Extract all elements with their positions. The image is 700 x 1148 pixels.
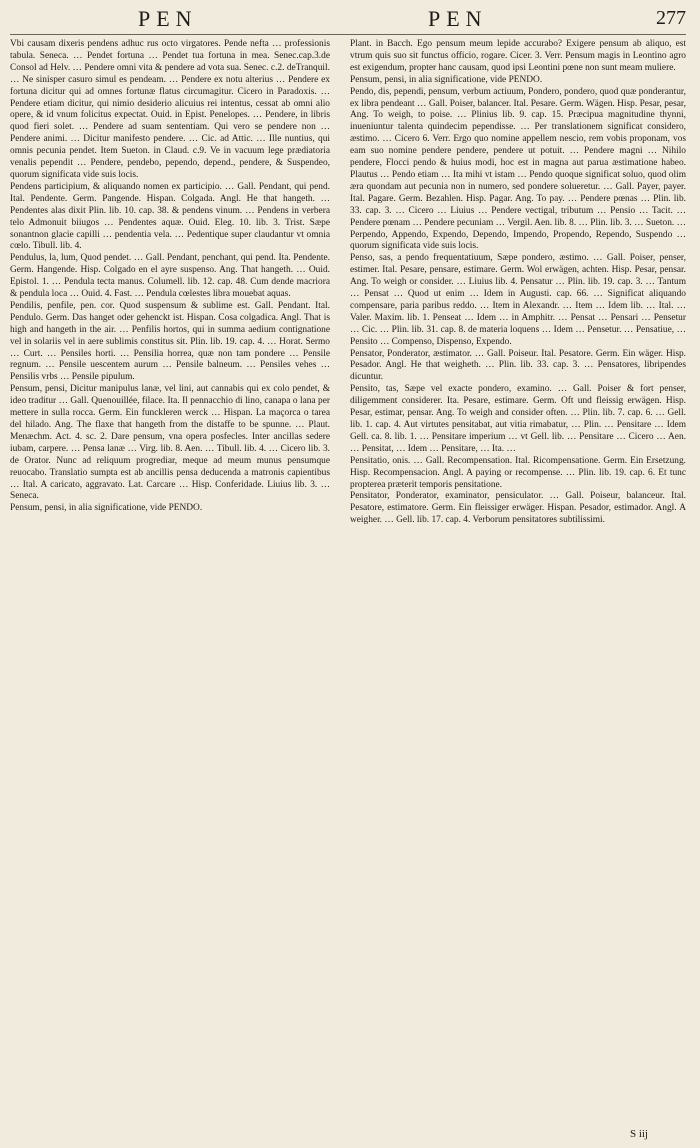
entry-pensum-ref: Pensum, pensi, in alia significatione, vide PENDO.	[10, 503, 203, 514]
entry-paragraph: Plant. in Bacch. Ego pensum meum lepide accurabo? Exigere pensum ab aliquo, est vtrum quis suo sit functus officio, rogare. Cicer. 3. Verr. Pensum magis in Leontino agro est exigendum, propter hanc causam, quod ipsi Leontini pœne non sunt meam muliere.	[350, 39, 686, 73]
running-head-left: PEN	[138, 6, 198, 31]
entry-pensum-ref: Pensum, pensi, in alia significatione, vide PENDO.	[350, 74, 543, 85]
entry-penso: Penso, sas, a pendo frequentatiuum, Sæpe pondero, æstimo. … Gall. Poiser, penser, estimer. Ital. Pesare, pensare, estimare. Germ. Wol erwägen, achten. Hisp. Pesar, pensar. Ang. To weigh or consider. … Liuius lib. 4. Pensatur … Plin. lib. 19. cap. 3. … Tantum … Pensat … Quod ut enim … Idem in Augusti. cap. 66. … Significat aliquando compensare, paria paribus reddo. … Item in Alexandr. … Item … Idem lib. … Ital. … Valer. Maxim. lib. 1. Penseat … Idem … in Amphitr. … Pensat … Pensari … Pensetur … Cic. … Plin. lib. 31. cap. 8. de materia loquens … Idem … Pensetur. … Pensatiue, … Pensito … Compenso, Dispenso, Expendo.	[350, 253, 686, 347]
entry-pendens: Pendens participium, & aliquando nomen ex participio. … Gall. Pendant, qui pend. Ital. Pendente. Germ. Pangende. Hispan. Colgada. Angl. He that hangeth. … Pendentes alas dixit Plin. lib. 10. cap. 38. & pendens vinum. … Pendens in verbera telo Admonuit biiugos … Pendentes aquæ. Ouid. Eleg. 10. lib. 3. Trist. Sæpe sonantnon glacie capilli … pendentia vela. … Pedentique super claudantur vt omnia cœlo. Tibull. lib. 4.	[10, 181, 330, 252]
running-head-right: PEN	[428, 6, 488, 31]
entry-pensitatio: Pensitatio, onis. … Gall. Recompensation. Ital. Ricompensatione. Germ. Ein Ersetzung. Hisp. Recompensacion. Angl. A paying or recompense. … Plin. lib. 19. cap. 6. Et tunc propterea præterit temporis pensitatione.	[350, 455, 686, 490]
right-column	[350, 39, 686, 1115]
page-header	[10, 8, 686, 35]
entry-pendo: Pendo, dis, pependi, pensum, verbum actiuum, Pondero, pondero, quod quæ ponderantur, ex libra pendeant … Gall. Poiser, balancer. Ital. Pesare. Germ. Wägen. Hisp. Pesar, pesar, Ang. To weigh, to poise. … Plinius lib. 9. cap. 15. Præcipua magnitudine thynni, inueniuntur talenta quindecim pependisse. … Per translationem significat considero, æstimo. … Cicero 6. Verr. Ergo quo nomine appellem nescio, rem vobis proponam, vos eam suo nomine pendere pendere, pendere ut potuit. … Pendere magni … Nihilo pendere, Flocci pendo & huius modi, hoc est in magna aut parua æstimatione habeo. Plautus … Pendo etiam … Ita mihi vt istam … Pendo quoque significat soluo, quod olim æra quondam aut pecunia non in numero, sed pondere solueretur. … Gall. Payer, payer. Ital. Pagare. Germ. Bezahlen. Hisp. Pagar. Ang. To pay. … Pendere pœnas … Plin. lib. 33. cap. 3. … Cicero … Liuius … Pendere vectigal, tributum … Pensio … Tacit. … Pendere pœnam … Pendere pecuniam … Vergil. Aen. lib. 8. … Plin. lib. 3. … Sueton. … Perpendo, Appendo, Expendo, Dependo, Impendo, Propendo, Rependo, Suspendo … quorum significata vide suis locis.	[350, 86, 686, 252]
entry-paragraph: Vbi causam dixeris pendens adhuc rus octo virgatores. Pende nefta … professionis tabula. Seneca. … Pendet fortuna … Pendet tua fortuna in mea. Senec.cap.3.de Consol ad Helv. … Pendere omni vita & pendere ad vota sua. Senec. c.2. deTranquil. … Ne sinisper casuro simul es pendeam. … Pendere ex notu alterius … Pendere ex fortuna dicitur qui ad omnes fortunæ flatus circumagitur. Cicero in Paradoxis. … Pendere etiam dicitur, qui nimio desiderio alicuius rei intentus, cessat ab omni alio opere, & id vnum folicitus expectat. Ouid. in Epist. Penelopes. … Pendere, in libris quod fieri solet. … Pendere ad suam sententiam. Qui vero se pendere non … Pendere animi. … Dicitur manifesto pendere. … Cic. ad Attic. … Ille nuntius, qui omnis pecunia pendet. Item Sueton. in Claud. c.9. Ve in vacuum lege prædiatoria venalis pependit … Pendere, pendebo, pependo, depend., pendere, & Suspendeo, quorum significata vide suis locis.	[10, 39, 330, 180]
entry-pensilis: Pendilis, penfile, pen. cor. Quod suspensum & sublime est. Gall. Pendant. Ital. Pendulo. Germ. Das hanget oder gehenckt ist. Hispan. Cosa colgadica. Angl. That is high and hangeth in the air. … Penfilis hortos, qui in summa aedium contignatione vel in solariis vel in aere sublimis constitus sit. Plin. lib. 19. cap. 4. … Horat. Sermo … Curt. … Pensiles horti. … Pensilia horrea, quæ non tam pondere … Pensile regnum. … Pensile uescentem aurum … Pensile balneum. … Pensiles vehes … Pensilis vrbs … Pensile pipulum.	[10, 300, 330, 383]
entry-pensitator: Pensitator, Ponderator, examinator, pensiculator. … Gall. Poiseur, balanceur. Ital. Pesatore, estimatore. Germ. Ein fleissiger erwäger. Hispan. Pesador, estimador. Angl. A weigher. … Gell. lib. 17. cap. 4. Verborum pensitatores subtilissimi.	[350, 491, 686, 526]
entry-pensum: Pensum, pensi, Dicitur manipulus lanæ, vel lini, aut cannabis qui ex colo pendet, & ideo traditur … Gall. Quenouillée, filace. Ita. Il pennacchio di lino, canapa o lana per mettere in sulla rocca. Germ. Ein funckleren werck … Hispan. La maçorca o tarea del hilado. Ang. The flaxe that hangeth from the distaffe to be spunne. … Plaut. Menæchm. Act. 4. sc. 2. Dare pensum, vna opera posfecles. Inter ancillas sedere iubam, carpere. … Pensa lanæ … Virg. lib. 8. Aen. … Tibull. lib. 4. … Cicero lib. 3. de Orator. Nunc ad reliquum progrediar, meque ad meum munus pensumque reuocabo. Translatio sumpta est ab ancillis pensa deducenda a matronis capientibus … Ital. A caricato, aggravato. Lat. Carcare … Hisp. Conferidade. Liuius lib. 3. … Seneca.	[10, 384, 330, 502]
signature-mark: S iij	[629, 1128, 648, 1140]
entry-pensator: Pensator, Ponderator, æstimator. … Gall. Poiseur. Ital. Pesatore. Germ. Ein wäger. Hisp. Pesador. Angl. He that weigheth. … Plin. lib. 33. cap. 3. … Pensatores, libripendes dicuntur.	[350, 348, 686, 383]
text-columns	[10, 35, 686, 1115]
entry-pensito: Pensito, tas, Sæpe vel exacte pondero, examino. … Gall. Poiser & fort penser, diligemment considerer. Ita. Pesare, estimare. Germ. Oft und fleissig erwägen. Hisp. Pesar, estimar, pensar. Ang. To weigh and consider often. … Plin. lib. 7. cap. 6. … Gell. lib. 1. cap. 4. Aut virtutes pensitabat, aut vitia rimabatur, … Plin. … Pensitare … Idem Gell. ca. 8. lib. 1. … Pensitare imperium … vt Gell. lib. … Pensitare … Cicero … Aen. … Pensitat, … Idem … Pensitare, … Ita. …	[350, 384, 686, 454]
entry-pendulus: Pendulus, la, lum, Quod pendet. … Gall. Pendant, penchant, qui pend. Ita. Pendente. Germ. Hangende. Hisp. Colgado en el ayre suspenso. Ang. That hangeth. … Ouid. Epistol. 1. … Pendula tecta manus. Columell. lib. 12. cap. 48. Cum dende macriora & pendula loca … Ouid. 4. Fast. … Pendula cœlestes libra mouebat aquas.	[10, 253, 330, 300]
page-number: 277	[656, 7, 686, 29]
left-column	[10, 39, 330, 1115]
